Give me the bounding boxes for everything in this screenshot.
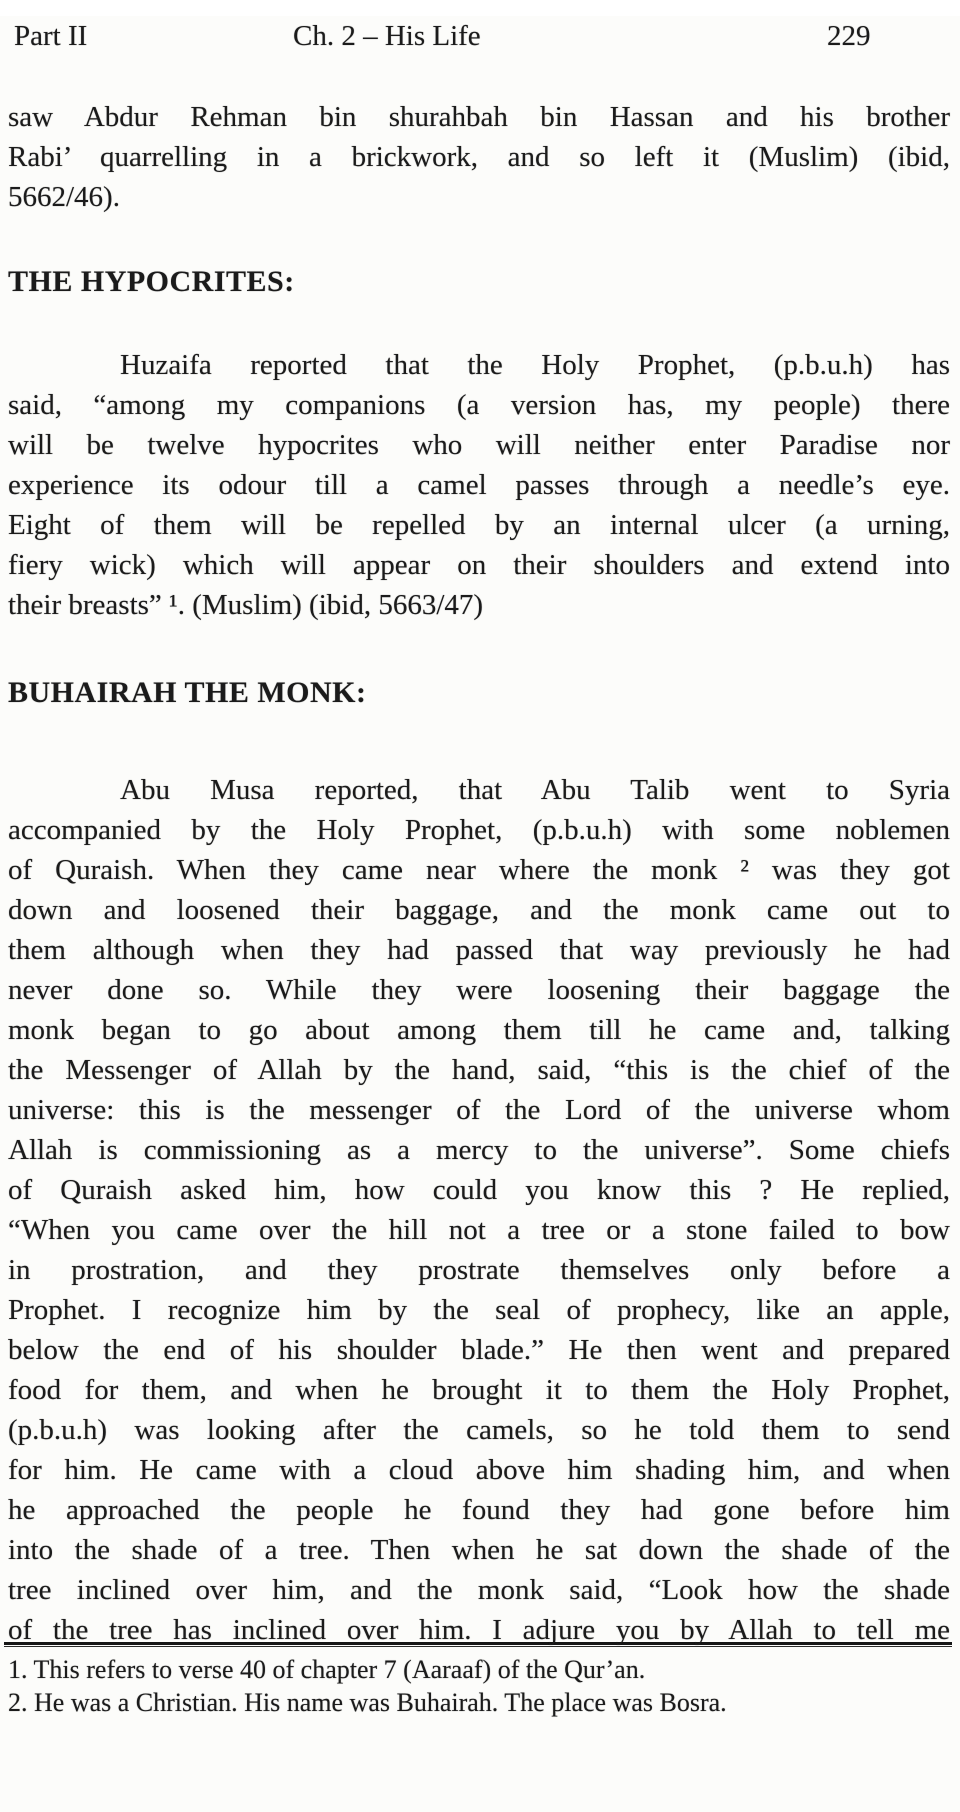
- text-line: in prostration, and they prostrate themselves only before a: [8, 1254, 950, 1286]
- text-line: food for them, and when he brought it to them the Holy Prophet,: [8, 1374, 950, 1406]
- text-line: said, “among my companions (a version has, my people) there: [8, 389, 950, 421]
- text-line: into the shade of a tree. Then when he sat down the shade of the: [8, 1534, 950, 1566]
- text-line: of Quraish asked him, how could you know this ? He replied,: [8, 1174, 950, 1206]
- text-line: their breasts” ¹. (Muslim) (ibid, 5663/47): [8, 589, 484, 621]
- text-line: Rabi’ quarrelling in a brickwork, and so left it (Muslim) (ibid,: [8, 141, 950, 173]
- paragraph-hypocrites: [8, 345, 950, 625]
- text-line: (p.b.u.h) was looking after the camels, so he told them to send: [8, 1414, 950, 1446]
- text-line: accompanied by the Holy Prophet, (p.b.u.h) with some noblemen: [8, 814, 950, 846]
- footnote-item: 2. He was a Christian. His name was Buhairah. The place was Bosra.: [8, 1688, 727, 1717]
- text-line: he approached the people he found they had gone before him: [8, 1494, 950, 1526]
- header-page-number: 229: [827, 20, 871, 52]
- text-line: saw Abdur Rehman bin shurahbah bin Hassan and his brother: [8, 101, 950, 133]
- text-line: monk began to go about among them till he came and, talking: [8, 1014, 950, 1046]
- text-line: universe: this is the messenger of the Lord of the universe whom: [8, 1094, 950, 1126]
- header-chapter-title: Ch. 2 – His Life: [293, 20, 481, 52]
- text-line: of the tree has inclined over him. I adjure you by Allah to tell me: [8, 1614, 950, 1646]
- text-line: fiery wick) which will appear on their shoulders and extend into: [8, 549, 950, 581]
- footnote-item: 1. This refers to verse 40 of chapter 7 (Aaraaf) of the Qur’an.: [8, 1655, 646, 1684]
- text-line: them although when they had passed that way previously he had: [8, 934, 950, 966]
- book-page: [0, 16, 960, 1812]
- header-part-label: Part II: [14, 20, 88, 52]
- section-heading-buhairah: BUHAIRAH THE MONK:: [8, 676, 367, 709]
- text-line: 5662/46).: [8, 181, 120, 213]
- paragraph-opening: [8, 97, 950, 217]
- text-line: Abu Musa reported, that Abu Talib went to Syria: [120, 774, 950, 806]
- page-header: [8, 16, 950, 56]
- text-line: down and loosened their baggage, and the monk came out to: [8, 894, 950, 926]
- section-heading-hypocrites: THE HYPOCRITES:: [8, 265, 295, 298]
- text-line: “When you came over the hill not a tree or a stone failed to bow: [8, 1214, 950, 1246]
- paragraph-buhairah: [8, 770, 950, 1650]
- text-line: experience its odour till a camel passes through a needle’s eye.: [8, 469, 950, 501]
- footnotes: [8, 1653, 950, 1719]
- text-line: never done so. While they were loosening their baggage the: [8, 974, 950, 1006]
- text-line: Allah is commissioning as a mercy to the universe”. Some chiefs: [8, 1134, 950, 1166]
- text-line: tree inclined over him, and the monk said, “Look how the shade: [8, 1574, 950, 1606]
- text-line: Eight of them will be repelled by an internal ulcer (a urning,: [8, 509, 950, 541]
- text-line: Prophet. I recognize him by the seal of prophecy, like an apple,: [8, 1294, 950, 1326]
- text-line: Huzaifa reported that the Holy Prophet, (p.b.u.h) has: [120, 349, 950, 381]
- text-line: the Messenger of Allah by the hand, said, “this is the chief of the: [8, 1054, 950, 1086]
- text-line: will be twelve hypocrites who will neither enter Paradise nor: [8, 429, 950, 461]
- text-line: below the end of his shoulder blade.” He then went and prepared: [8, 1334, 950, 1366]
- text-line: for him. He came with a cloud above him shading him, and when: [8, 1454, 950, 1486]
- text-line: of Quraish. When they came near where the monk ² was they got: [8, 854, 950, 886]
